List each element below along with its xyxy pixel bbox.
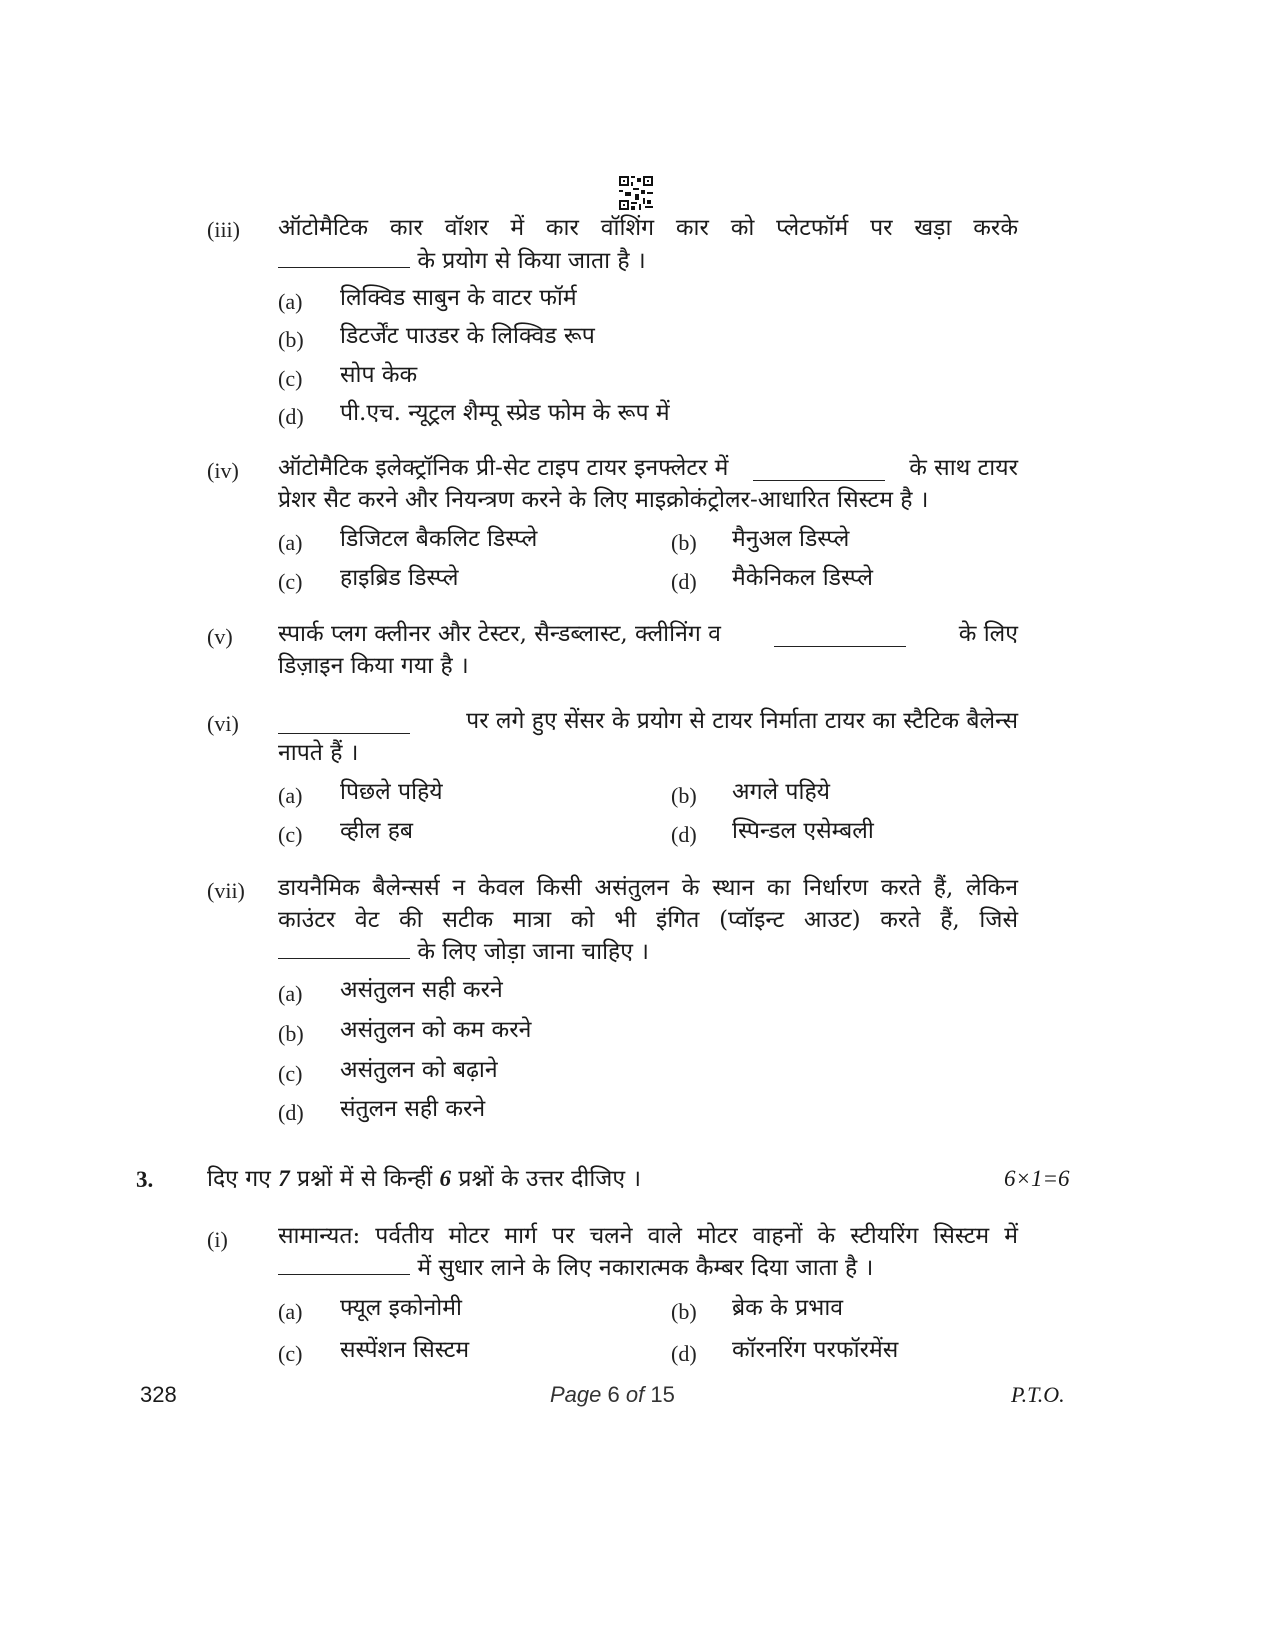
option-label: (c)	[278, 569, 303, 594]
question-text-line: प्रेशर सैट करने और नियन्त्रण करने के लिए माइक्रोकंट्रोलर-आधारित सिस्टम है ।	[278, 487, 929, 513]
option-label: (b)	[278, 327, 304, 352]
option-label: (b)	[671, 530, 697, 555]
pto-note: P.T.O.	[1011, 1382, 1065, 1407]
option-d: कॉरनरिंग परफॉरमेंस	[732, 1337, 899, 1363]
option-d: पी.एच. न्यूट्रल शैम्पू स्प्रेड फोम के रूप में	[340, 400, 670, 426]
option-a: डिजिटल बैकलिट डिस्प्ले	[340, 526, 538, 552]
question-text-line: पर लगे हुए सेंसर के प्रयोग से टायर निर्माता टायर का स्टैटिक बैलेन्स	[278, 705, 1018, 738]
option-c: व्हील हब	[340, 818, 414, 844]
section-instruction: दिए गए 7 प्रश्नों में से किन्हीं 6 प्रश्नों के उत्तर दीजिए ।	[207, 1166, 642, 1192]
answer-blank	[278, 249, 410, 268]
option-label: (a)	[278, 289, 303, 314]
option-label: (b)	[278, 1021, 304, 1046]
question-number: (iv)	[207, 458, 239, 483]
option-c: असंतुलन को बढ़ाने	[340, 1057, 498, 1083]
option-b: ब्रेक के प्रभाव	[732, 1295, 844, 1321]
option-b: अगले पहिये	[732, 779, 831, 805]
option-label: (d)	[278, 1100, 304, 1125]
option-a: असंतुलन सही करने	[340, 977, 503, 1003]
question-text-line: ऑटोमैटिक कार वॉशर में कार वॉशिंग कार को प्लेटफॉर्म पर खड़ा करके	[278, 215, 1018, 241]
question-number: (v)	[207, 624, 233, 649]
option-label: (d)	[278, 404, 304, 429]
option-b: असंतुलन को कम करने	[340, 1017, 532, 1043]
option-a: फ्यूल इकोनोमी	[340, 1295, 462, 1321]
option-a: पिछले पहिये	[340, 779, 443, 805]
question-text-line: सामान्यत: पर्वतीय मोटर मार्ग पर चलने वाले मोटर वाहनों के स्टीयरिंग सिस्टम में	[278, 1223, 1018, 1249]
option-label: (b)	[671, 1299, 697, 1324]
option-label: (c)	[278, 366, 303, 391]
option-label: (a)	[278, 981, 303, 1006]
question-text-line: नापते हैं ।	[278, 740, 359, 766]
option-c: सोप केक	[340, 362, 418, 388]
option-d: संतुलन सही करने	[340, 1096, 486, 1122]
question-number: (i)	[207, 1227, 228, 1252]
question-number: (vi)	[207, 711, 239, 736]
option-label: (c)	[278, 822, 303, 847]
answer-blank	[278, 1256, 410, 1275]
answer-blank	[278, 940, 410, 959]
option-label: (a)	[278, 783, 303, 808]
section-number: 3.	[136, 1167, 154, 1192]
option-b: डिटर्जेंट पाउडर के लिक्विड रूप	[340, 323, 595, 349]
answer-blank	[753, 462, 885, 481]
question-text-line: ऑटोमैटिक इलेक्ट्रॉनिक प्री-सेट टाइप टायर इनफ्लेटर में के साथ टायर	[278, 455, 1018, 481]
option-label: (c)	[278, 1061, 303, 1086]
question-text-line: स्पार्क प्लग क्लीनर और टेस्टर, सैन्डब्लास्ट, क्लीनिंग व के लिए	[278, 621, 1018, 647]
question-text-line: डिज़ाइन किया गया है ।	[278, 653, 469, 679]
answer-blank	[278, 715, 410, 734]
option-label: (c)	[278, 1341, 303, 1366]
marks-allocation: 6×1=6	[1004, 1166, 1070, 1191]
option-label: (d)	[671, 1341, 697, 1366]
option-label: (d)	[671, 569, 697, 594]
question-text-line: के लिए जोड़ा जाना चाहिए ।	[278, 936, 1018, 969]
question-number: (vii)	[207, 878, 245, 903]
option-label: (d)	[671, 822, 697, 847]
option-label: (a)	[278, 1299, 303, 1324]
paper-code: 328	[140, 1382, 177, 1407]
option-d: स्पिन्डल एसेम्बली	[732, 818, 874, 844]
option-a: लिक्विड साबुन के वाटर फॉर्म	[340, 285, 577, 311]
question-number: (iii)	[207, 217, 240, 242]
answer-blank	[774, 628, 906, 647]
option-label: (a)	[278, 530, 303, 555]
question-text-line: काउंटर वेट की सटीक मात्रा को भी इंगित (प्वॉइन्ट आउट) करते हैं, जिसे	[278, 907, 1018, 933]
option-b: मैनुअल डिस्प्ले	[732, 526, 850, 552]
option-c: सस्पेंशन सिस्टम	[340, 1337, 470, 1363]
option-c: हाइब्रिड डिस्प्ले	[340, 565, 459, 591]
qr-code-icon	[619, 176, 653, 210]
question-text-line: के प्रयोग से किया जाता है ।	[278, 245, 1018, 278]
question-text-line: में सुधार लाने के लिए नकारात्मक कैम्बर दिया जाता है ।	[278, 1252, 1018, 1285]
option-d: मैकेनिकल डिस्प्ले	[732, 565, 874, 591]
option-label: (b)	[671, 783, 697, 808]
page-number: Page 6 of 15	[550, 1382, 675, 1407]
question-text-line: डायनैमिक बैलेन्सर्स न केवल किसी असंतुलन के स्थान का निर्धारण करते हैं, लेकिन	[278, 875, 1018, 901]
